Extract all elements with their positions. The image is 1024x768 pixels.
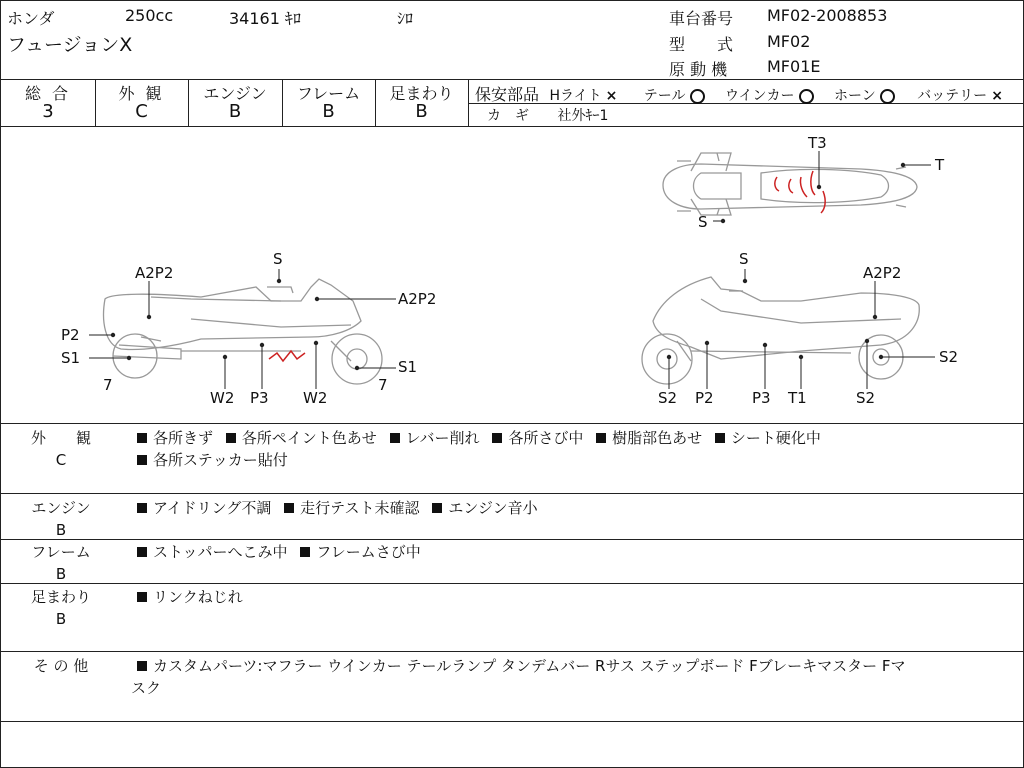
exterior-notes xyxy=(137,427,1007,471)
engine-section-label: エンジン B xyxy=(1,497,121,541)
divider xyxy=(1,583,1023,584)
label-left-a2p2-top: A2P2 xyxy=(135,264,174,282)
safety-parts-row xyxy=(475,82,1003,105)
headlight-label: Hライト xyxy=(549,88,602,104)
pointer-lines xyxy=(89,151,935,389)
grade-header-suspension: 足まわり xyxy=(389,84,454,103)
label-left-a2p2-front: A2P2 xyxy=(398,290,437,308)
suspension-section-label: 足まわり B xyxy=(1,586,121,630)
note-item: 各所さび中 xyxy=(492,429,583,447)
grade-engine: B xyxy=(228,101,242,122)
note-item: シート硬化中 xyxy=(715,429,821,447)
label-top-s: S xyxy=(698,213,708,231)
label-left-p3: P3 xyxy=(250,389,269,407)
label-right-p3: P3 xyxy=(752,389,771,407)
maker-name: ホンダ xyxy=(7,9,55,28)
grade-total: 3 xyxy=(42,101,54,122)
frame-no: MF02-2008853 xyxy=(767,6,888,25)
note-item: ストッパーへこみ中 xyxy=(137,543,288,561)
label-right-t1: T1 xyxy=(788,389,807,407)
winker-label: ウインカー xyxy=(724,88,795,104)
frame-section-label: フレーム B xyxy=(1,541,121,585)
battery-label: バッテリー xyxy=(917,88,988,104)
label-right-p2: P2 xyxy=(695,389,714,407)
other-section-label: そ の 他 xyxy=(33,657,89,675)
label-left-w2b: W2 xyxy=(303,389,328,407)
type-label: 型 式 xyxy=(669,35,734,54)
frame-no-label: 車台番号 xyxy=(669,9,734,28)
engine-value: MF01E xyxy=(767,57,821,76)
tail-label: テール xyxy=(643,88,686,104)
frame-grade: B xyxy=(55,565,67,583)
horn-label: ホーン xyxy=(834,88,876,104)
label-left-s1-rear: S1 xyxy=(61,349,81,367)
label-left-7a: 7 xyxy=(103,376,113,394)
exterior-label: 外 観 C xyxy=(1,427,121,471)
divider xyxy=(1,651,1023,652)
label-right-s2b: S2 xyxy=(856,389,876,407)
safety-title: 保安部品 xyxy=(475,85,540,104)
diagram-labels xyxy=(61,134,958,407)
other-notes-text: カスタムパーツ:マフラー ウインカー テールランプ タンデムバー Rサス ステップボード Fブレーキマスター Fマ xyxy=(153,657,906,675)
label-right-a2p2: A2P2 xyxy=(863,264,902,282)
grade-header-exterior: 外 観 xyxy=(118,84,165,103)
note-item: アイドリング不調 xyxy=(137,499,271,517)
label-left-w2a: W2 xyxy=(210,389,235,407)
other-notes xyxy=(131,655,1007,699)
horn-ok-circle-icon xyxy=(880,89,895,104)
divider xyxy=(1,79,1023,80)
damage-diagram xyxy=(1,127,1023,423)
tail-ok-circle-icon xyxy=(690,89,705,104)
suspension-grade: B xyxy=(55,610,67,628)
divider xyxy=(1,493,1023,494)
label-right-s2a: S2 xyxy=(658,389,678,407)
engine-notes xyxy=(137,497,1007,519)
label-left-s: S xyxy=(273,250,283,268)
label-left-p2: P2 xyxy=(61,326,80,344)
note-item: 各所きず xyxy=(137,429,213,447)
other-notes-text-cont: スク xyxy=(131,679,162,697)
scooter-right-view xyxy=(642,277,919,384)
headlight-x-mark: × xyxy=(605,88,618,104)
note-item: リンクねじれ xyxy=(137,588,243,606)
suspension-notes xyxy=(137,586,1007,608)
displacement: 250cc xyxy=(125,6,174,25)
label-left-s1-front: S1 xyxy=(398,358,418,376)
grade-header-frame: フレーム xyxy=(296,84,361,103)
note-item: レバー削れ xyxy=(390,429,480,447)
key-label: カ ギ xyxy=(487,108,529,124)
winker-ok-circle-icon xyxy=(799,89,814,104)
note-item: 各所ペイント色あせ xyxy=(226,429,377,447)
engine-grade: B xyxy=(55,521,67,539)
exterior-grade: C xyxy=(55,451,67,469)
scooter-left-view xyxy=(104,279,382,384)
body-color: ｼﾛ xyxy=(397,9,414,28)
note-item: 各所ステッカー貼付 xyxy=(137,451,288,469)
divider xyxy=(1,721,1023,722)
grade-frame: B xyxy=(322,101,335,122)
type-value: MF02 xyxy=(767,32,811,51)
note-item: 樹脂部色あせ xyxy=(596,429,702,447)
note-item: エンジン音小 xyxy=(432,499,537,517)
key-value: 社外ｷｰ1 xyxy=(557,108,609,124)
note-item: 走行テスト未確認 xyxy=(284,499,419,517)
mileage: 34161 ｷﾛ xyxy=(229,9,301,28)
key-row xyxy=(487,105,608,125)
scooter-top-view xyxy=(663,153,917,215)
engine-label: 原 動 機 xyxy=(669,60,728,79)
divider xyxy=(1,539,1023,540)
label-right-s2: S2 xyxy=(939,348,959,366)
note-item: フレームさび中 xyxy=(300,543,420,561)
grade-exterior: C xyxy=(135,101,148,122)
label-top-t: T xyxy=(935,156,945,174)
divider xyxy=(1,423,1023,424)
model-name: フュージョンX xyxy=(7,34,133,56)
label-top-t3: T3 xyxy=(808,134,827,152)
frame-notes xyxy=(137,541,1007,563)
label-left-7b: 7 xyxy=(378,376,388,394)
grade-suspension: B xyxy=(415,101,428,122)
battery-x-mark: × xyxy=(991,88,1003,104)
label-right-s: S xyxy=(739,250,749,268)
grade-header-total: 総 合 xyxy=(24,84,72,103)
grade-header-engine: エンジン xyxy=(203,84,267,103)
